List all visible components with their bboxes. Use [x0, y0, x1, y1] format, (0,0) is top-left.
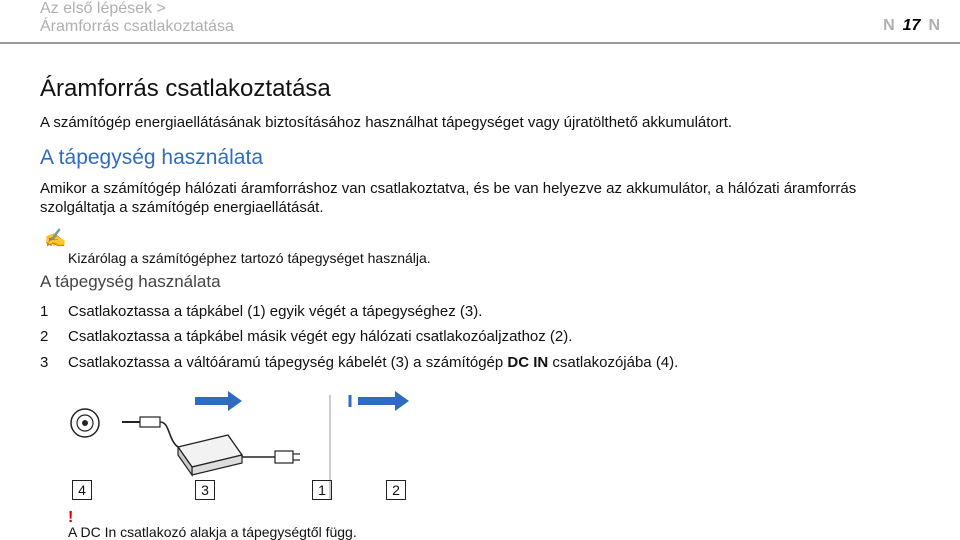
power-cord-icon	[242, 451, 300, 463]
prev-page-icon[interactable]: N	[883, 17, 895, 34]
arrow-icon	[358, 391, 409, 411]
note-icon: ✍	[44, 228, 67, 248]
step-text: Csatlakoztassa a tápkábel másik végét egy hálózati csatlakozóaljzathoz (2).	[68, 328, 573, 345]
callout-2: 2	[386, 480, 406, 500]
note-text: Kizárólag a számítógéphez tartozó tápegységet használja.	[68, 250, 431, 266]
step-number: 2	[40, 328, 49, 345]
warning-text: A DC In csatlakozó alakja a tápegységtől függ.	[68, 524, 357, 540]
step-2	[40, 328, 572, 345]
step-number: 1	[40, 303, 49, 320]
dc-plug-icon	[122, 417, 178, 447]
page-number: 17	[902, 17, 921, 34]
next-page-icon[interactable]: N	[928, 17, 940, 34]
dc-in-label: DC IN	[507, 354, 549, 371]
section1-body-line2: szolgáltatja a számítógép energiaellátását.	[40, 199, 324, 216]
callout-4: 4	[72, 480, 92, 500]
section-heading-2: A tápegység használata	[40, 272, 221, 291]
section1-body-line1: Amikor a számítógép hálózati áramforráshoz van csatlakoztatva, és be van helyezve az akkumulátor, a hálózati áramforrás	[40, 180, 857, 197]
step-text	[68, 354, 678, 371]
callout-3: 3	[195, 480, 215, 500]
step-text: Csatlakoztassa a tápkábel (1) egyik végét a tápegységhez (3).	[68, 303, 483, 320]
breadcrumb-parent[interactable]: Az első lépések >	[40, 0, 166, 17]
step-3	[40, 354, 678, 371]
section-heading-1: A tápegység használata	[40, 146, 264, 169]
breadcrumb-current: Áramforrás csatlakoztatása	[40, 18, 234, 35]
wall-outlet-icon	[330, 395, 350, 500]
callout-1: 1	[312, 480, 332, 500]
page-title: Áramforrás csatlakoztatása	[40, 75, 331, 102]
ac-adapter-icon	[178, 435, 242, 475]
header-divider	[0, 42, 960, 44]
step-1	[40, 303, 482, 320]
page-nav	[883, 17, 940, 35]
step-number: 3	[40, 354, 49, 371]
intro-text: A számítógép energiaellátásának biztosításához használhat tápegységet vagy újratölthető akkumulátort.	[40, 114, 733, 131]
arrow-icon	[195, 391, 242, 411]
step-text-part: csatlakozójába (4).	[548, 354, 679, 371]
step-text-part: Csatlakoztassa a váltóáramú tápegység kábelét (3) a számítógép	[68, 354, 508, 371]
dc-in-jack-icon	[71, 409, 99, 437]
connection-diagram	[60, 385, 420, 505]
warning-icon: !	[68, 509, 74, 526]
